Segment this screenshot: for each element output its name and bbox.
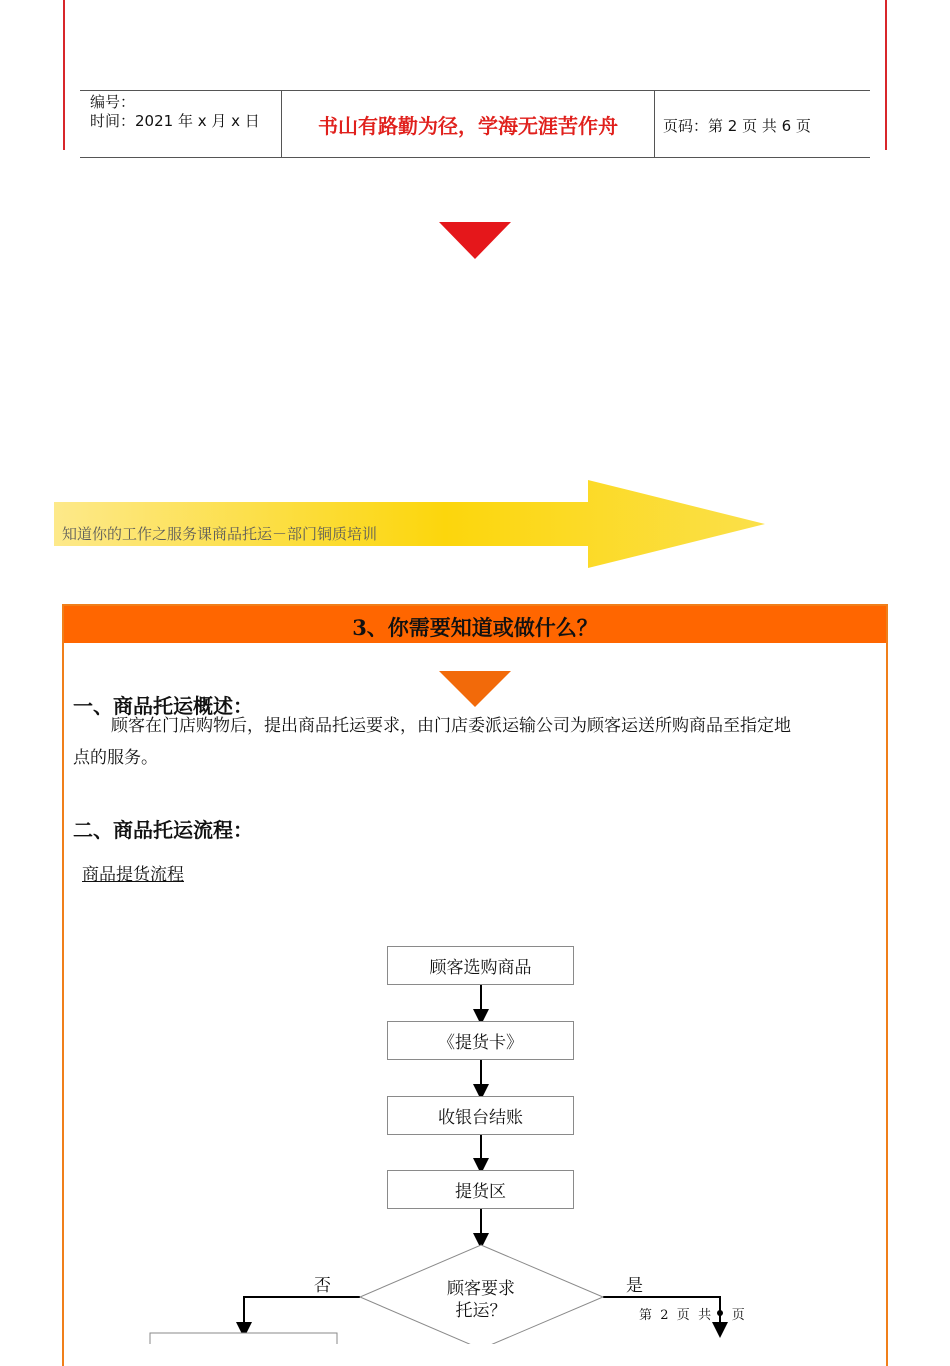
banner-text: 知道你的工作之服务课商品托运－部门铜质培训 [62, 525, 378, 543]
overview-line-1: 顾客在门店购物后，提出商品托运要求，由门店委派运输公司为顾客运送所购商品至指定地 [111, 716, 791, 736]
next-step-box [150, 1333, 337, 1344]
flow-step: 收银台结账 [387, 1096, 574, 1135]
flow-step: 顾客选购商品 [387, 946, 574, 985]
decision-line-1: 顾客要求 [447, 1279, 515, 1299]
flow-step: 提货区 [387, 1170, 574, 1209]
heading-overview: 一、商品托运概述： [73, 694, 253, 718]
doc-number-label: 编号： [90, 93, 136, 111]
yes-label: 是 [626, 1276, 643, 1296]
doc-time-label: 时间：2021 年 x 月 x 日 [90, 112, 260, 130]
no-label: 否 [314, 1276, 331, 1296]
flow-step: 《提货卡》 [387, 1021, 574, 1060]
header-motto: 书山有路勤为径，学海无涯苦作舟 [318, 114, 618, 138]
decision-line-2: 托运？ [455, 1301, 507, 1321]
decision-label [421, 1278, 541, 1322]
footer-page-number: 第 2 页 共 页 [639, 1308, 745, 1323]
subheading-pickup-process: 商品提货流程 [82, 865, 184, 885]
section-title: 3、你需要知道或做什么？ [352, 615, 598, 640]
overview-line-2: 点的服务。 [73, 748, 158, 768]
header-page-info: 页码：第 2 页 共 6 页 [663, 117, 811, 135]
heading-process: 二、商品托运流程： [73, 818, 253, 842]
